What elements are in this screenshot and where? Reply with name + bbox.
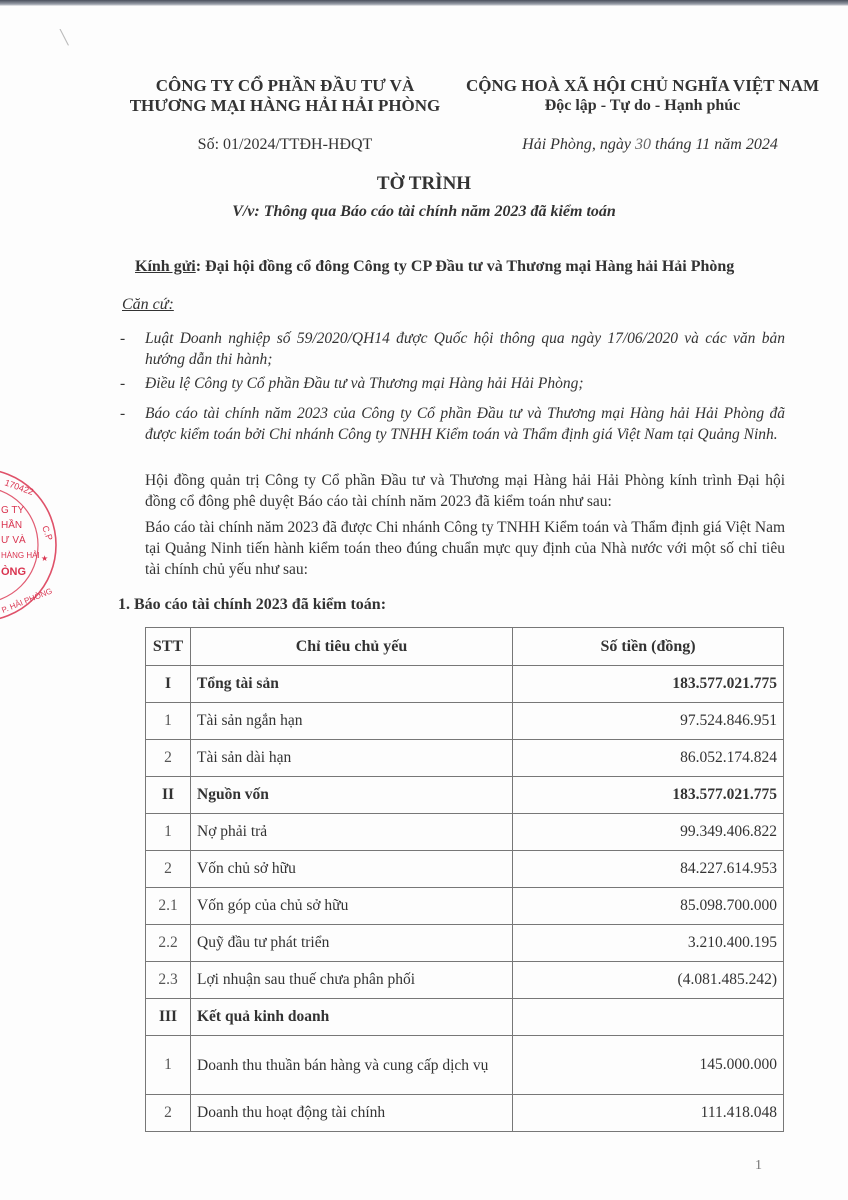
row-stt: 1	[146, 814, 191, 851]
table-row	[146, 1036, 784, 1095]
table-row	[146, 740, 784, 777]
row-indicator: Doanh thu hoạt động tài chính	[191, 1095, 513, 1132]
row-amount: 84.227.614.953	[513, 851, 784, 888]
header-stt: STT	[146, 628, 191, 666]
company-name	[100, 76, 470, 116]
row-stt: 2.3	[146, 962, 191, 999]
table-row	[146, 962, 784, 999]
company-stamp	[0, 465, 60, 625]
svg-text:★: ★	[41, 554, 49, 563]
recipient	[135, 258, 835, 276]
row-stt: 2	[146, 740, 191, 777]
row-stt: 2	[146, 851, 191, 888]
row-stt: 1	[146, 703, 191, 740]
basis-item-text: Báo cáo tài chính năm 2023 của Công ty Cổ phần Đầu tư và Thương mại Hàng hải Hải Phòng đã được kiểm toán bởi Chi nhánh Công ty TNHH Kiểm toán và Thẩm định giá Việt Nam tại Quảng Ninh.	[145, 405, 785, 443]
row-indicator: Nợ phải trả	[191, 814, 513, 851]
row-stt: 2.2	[146, 925, 191, 962]
row-amount: 86.052.174.824	[513, 740, 784, 777]
row-amount: (4.081.485.242)	[513, 962, 784, 999]
date-suffix: tháng 11 năm 2024	[651, 136, 778, 153]
row-stt: 2.1	[146, 888, 191, 925]
bullet-dash: -	[120, 405, 126, 422]
section-heading: 1. Báo cáo tài chính 2023 đã kiểm toán:	[118, 596, 387, 613]
svg-text:170422: 170422	[3, 477, 35, 498]
table-row	[146, 1095, 784, 1132]
table-header-row	[146, 628, 784, 666]
document-date	[500, 136, 800, 154]
svg-text:P. HẢI PHÒNG: P. HẢI PHÒNG	[0, 586, 54, 615]
row-indicator: Tổng tài sản	[191, 666, 513, 703]
row-indicator: Tài sản dài hạn	[191, 740, 513, 777]
row-indicator: Doanh thu thuần bán hàng và cung cấp dịch vụ	[191, 1036, 513, 1095]
national-motto: Độc lập - Tự do - Hạnh phúc	[544, 97, 741, 114]
row-amount: 3.210.400.195	[513, 925, 784, 962]
row-indicator: Tài sản ngắn hạn	[191, 703, 513, 740]
svg-text:HẦN: HẦN	[1, 520, 23, 531]
recipient-text: : Đại hội đồng cổ đông Công ty CP Đầu tư và Thương mại Hàng hải Hải Phòng	[195, 258, 735, 275]
row-amount: 111.418.048	[513, 1095, 784, 1132]
table-row	[146, 888, 784, 925]
svg-text:G TY: G TY	[1, 505, 25, 516]
row-indicator: Lợi nhuận sau thuế chưa phân phối	[191, 962, 513, 999]
row-stt: II	[146, 777, 191, 814]
row-amount: 99.349.406.822	[513, 814, 784, 851]
table-row	[146, 703, 784, 740]
scan-edge	[0, 0, 848, 6]
row-amount: 183.577.021.775	[513, 666, 784, 703]
row-stt: I	[146, 666, 191, 703]
basis-item	[120, 328, 785, 370]
row-amount: 183.577.021.775	[513, 777, 784, 814]
audit-paragraph: Báo cáo tài chính năm 2023 đã được Chi nhánh Công ty TNHH Kiểm toán và Thẩm định giá Việt Nam tại Quảng Ninh tiến hành kiểm toán theo đúng chuẩn mực quy định của Nhà nước với một số chỉ tiêu tài chính chủ yếu như sau:	[145, 519, 785, 578]
basis-item-text: Điều lệ Công ty Cổ phần Đầu tư và Thương mại Hàng hải Hải Phòng;	[145, 375, 584, 392]
row-indicator: Quỹ đầu tư phát triển	[191, 925, 513, 962]
row-amount: 85.098.700.000	[513, 888, 784, 925]
table-row	[146, 777, 784, 814]
row-indicator: Kết quả kinh doanh	[191, 999, 513, 1036]
scan-artifact: ╲	[60, 31, 69, 46]
bullet-dash: -	[120, 330, 126, 347]
bullet-dash: -	[120, 375, 126, 392]
row-stt: 1	[146, 1036, 191, 1095]
table-row	[146, 814, 784, 851]
svg-text:C.P: C.P	[40, 524, 55, 542]
company-name-line1: CÔNG TY CỔ PHẦN ĐẦU TƯ VÀ	[155, 76, 415, 95]
basis-item	[120, 373, 785, 394]
financial-table	[145, 627, 784, 1132]
date-day: 30	[635, 136, 652, 153]
table-row	[146, 666, 784, 703]
basis-title: Căn cứ:	[122, 296, 174, 313]
page-number: 1	[755, 1158, 762, 1173]
svg-text:ÒNG: ÒNG	[1, 566, 27, 578]
table-row	[146, 851, 784, 888]
row-amount: 145.000.000	[513, 1036, 784, 1095]
row-indicator: Vốn góp của chủ sở hữu	[191, 888, 513, 925]
intro-paragraph: Hội đồng quản trị Công ty Cổ phần Đầu tư và Thương mại Hàng hải Hải Phòng kính trình Đại hội đồng cổ đông phê duyệt Báo cáo tài chính năm 2023 đã kiểm toán như sau:	[145, 472, 785, 510]
svg-text:Ư VÀ: Ư VÀ	[1, 535, 26, 546]
document-number: Số: 01/2024/TTĐH-HĐQT	[197, 136, 373, 153]
row-indicator: Nguồn vốn	[191, 777, 513, 814]
row-amount	[513, 999, 784, 1036]
company-name-line2: THƯƠNG MẠI HÀNG HẢI HẢI PHÒNG	[129, 96, 441, 115]
table-row	[146, 925, 784, 962]
table-row	[146, 999, 784, 1036]
row-indicator: Vốn chủ sở hữu	[191, 851, 513, 888]
document-title: TỜ TRÌNH	[376, 173, 472, 194]
date-prefix: Hải Phòng, ngày	[522, 136, 636, 153]
row-stt: 2	[146, 1095, 191, 1132]
basis-item-text: Luật Doanh nghiệp số 59/2020/QH14 được Quốc hội thông qua ngày 17/06/2020 và các văn bản hướng dẫn thi hành;	[145, 330, 785, 368]
header-amount: Số tiền (đồng)	[513, 628, 784, 666]
svg-text:HÀNG HẢI: HÀNG HẢI	[1, 551, 40, 560]
row-stt: III	[146, 999, 191, 1036]
national-header	[445, 76, 840, 116]
recipient-label: Kính gửi	[135, 258, 196, 275]
row-amount: 97.524.846.951	[513, 703, 784, 740]
nation-name: CỘNG HOÀ XÃ HỘI CHỦ NGHĨA VIỆT NAM	[465, 76, 820, 95]
document-subject: V/v: Thông qua Báo cáo tài chính năm 2023 đã kiểm toán	[232, 203, 616, 220]
header-indicator: Chỉ tiêu chủ yếu	[191, 628, 513, 666]
basis-item	[120, 403, 785, 445]
